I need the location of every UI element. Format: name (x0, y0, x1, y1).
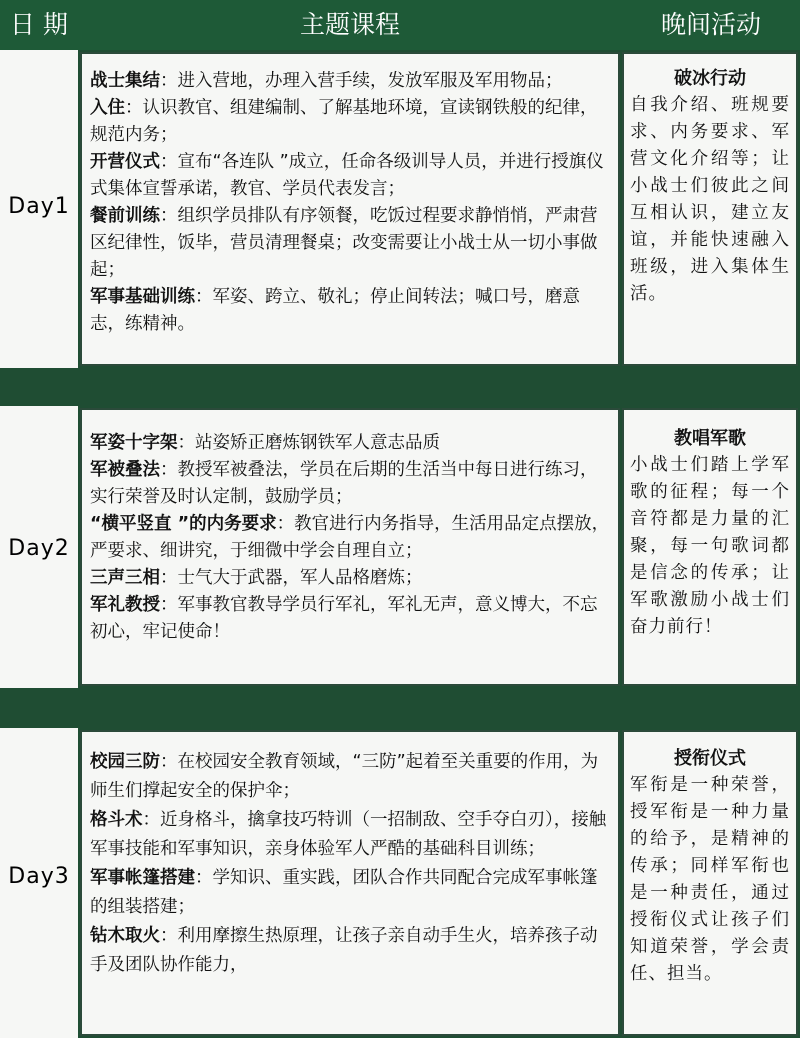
course-text: ：士气大于武器，军人品格磨炼； (160, 568, 423, 588)
course-item (90, 457, 610, 511)
day1-course-cell (80, 52, 620, 366)
course-item (90, 430, 610, 457)
course-term: 军事基础训练 (90, 287, 195, 307)
course-text: ：军姿、跨立、敬礼；停止间转法；喊口号，磨意志，练精神。 (90, 287, 580, 334)
course-text: ：在校园安全教育领域，“三防”起着至关重要的作用，为师生们撑起安全的保护伞； (90, 752, 599, 801)
day3-course-list (90, 748, 610, 980)
day2-date-cell (0, 406, 78, 688)
course-text: ：军事教官教导学员行军礼，军礼无声，意义博大，不忘初心，牢记使命！ (90, 595, 598, 642)
evening-title: 破冰行动 (674, 68, 746, 89)
course-term: 格斗术 (90, 810, 143, 830)
course-item (90, 864, 610, 922)
course-item (90, 806, 610, 864)
day3-evening-cell (622, 730, 798, 1036)
course-item (90, 565, 610, 592)
course-text: ：宣布“各连队 ”成立，任命各级训导人员，并进行授旗仪式集体宣誓承诺，教官、学员代表发言； (90, 152, 604, 199)
evening-title: 授衔仪式 (674, 748, 746, 769)
course-item (90, 922, 610, 980)
course-item (90, 284, 610, 338)
day3-date-cell (0, 728, 78, 1038)
day1-date-cell (0, 50, 78, 368)
course-term: 三声三相 (90, 568, 160, 588)
course-text: ：教授军被叠法，学员在后期的生活当中每日进行练习，实行荣誉及时认定制，鼓励学员； (90, 460, 598, 507)
day3-evening (630, 746, 790, 988)
evening-body: 军衔是一种荣誉，授军衔是一种力量的给予，是精神的传承；同样军衔也是一种责任，通过授衔仪式让孩子们知道荣誉，学会责任、担当。 (630, 775, 790, 984)
course-item (90, 748, 610, 806)
course-term: 入住 (90, 98, 125, 118)
table-header (0, 0, 800, 50)
day2-label: Day2 (8, 536, 70, 561)
course-term: 军被叠法 (90, 460, 160, 480)
day2-course-list (90, 430, 610, 646)
day1-label: Day1 (8, 194, 70, 219)
day2-course-cell (80, 408, 620, 686)
header-date: 日 期 (10, 10, 68, 39)
row-separator (0, 688, 800, 728)
course-term: 校园三防 (90, 752, 160, 772)
course-text: ：学知识、重实践，团队合作共同配合完成军事帐篷的组装搭建； (90, 868, 598, 917)
course-text: ：站姿矫正磨炼钢铁军人意志品质 (177, 433, 440, 453)
day3-label: Day3 (8, 864, 70, 889)
course-item (90, 149, 610, 203)
evening-title: 教唱军歌 (674, 428, 746, 449)
row-separator (0, 368, 800, 406)
day2-evening-cell (622, 408, 798, 686)
course-term: 战士集结 (90, 71, 160, 91)
course-item (90, 511, 610, 565)
day1-evening-cell (622, 52, 798, 366)
course-term: 军姿十字架 (90, 433, 178, 453)
course-item (90, 68, 610, 95)
course-text: ：近身格斗，擒拿技巧特训（一招制敌、空手夺白刃），接触军事技能和军事知识，亲身体验军人严酷的基础科目训练； (90, 810, 607, 859)
course-term: 餐前训练 (90, 206, 160, 226)
course-term: 军事帐篷搭建 (90, 868, 195, 888)
day1-evening (630, 66, 790, 308)
course-term: 军礼教授 (90, 595, 160, 615)
evening-body: 自我介绍、班规要求、内务要求、军营文化介绍等；让小战士们彼此之间互相认识，建立友谊，并能快速融入班级，进入集体生活。 (630, 95, 790, 304)
day3-course-cell (80, 730, 620, 1036)
evening-body: 小战士们踏上学军歌的征程；每一个音符都是力量的汇聚，每一句歌词都是信念的传承；让军歌激励小战士们奋力前行！ (630, 455, 790, 637)
day1-course-list (90, 68, 610, 338)
course-text: ：认识教官、组建编制、了解基地环境，宣读钢铁般的纪律，规范内务； (90, 98, 598, 145)
course-text: ：教官进行内务指导，生活用品定点摆放，严要求、细讲究，于细微中学会自理自立； (90, 514, 610, 561)
course-text: ：组织学员排队有序领餐，吃饭过程要求静悄悄，严肃营区纪律性，饭毕，营员清理餐桌；改变需要让小战士从一切小事做起； (90, 206, 598, 280)
course-item (90, 203, 610, 284)
course-term: 钻木取火 (90, 926, 160, 946)
course-text: ：利用摩擦生热原理，让孩子亲自动手生火，培养孩子动手及团队协作能力， (90, 926, 598, 975)
header-course: 主题课程 (299, 10, 400, 39)
course-term: “横平竖直 ”的内务要求 (90, 514, 277, 534)
course-term: 开营仪式 (90, 152, 160, 172)
course-item (90, 95, 610, 149)
course-text: ：进入营地，办理入营手续，发放军服及军用物品； (160, 71, 563, 91)
course-item (90, 592, 610, 646)
day2-evening (630, 426, 790, 641)
header-evening: 晚间活动 (660, 10, 761, 39)
